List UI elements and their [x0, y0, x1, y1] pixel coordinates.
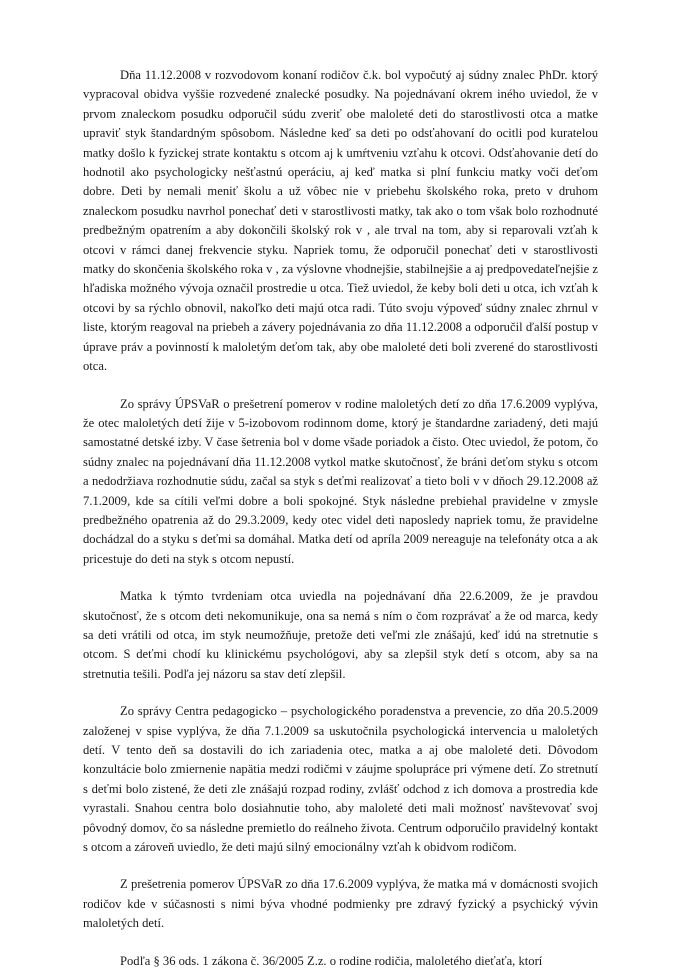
paragraph-legal-provision: Podľa § 36 ods. 1 zákona č. 36/2005 Z.z. o rodine rodičia, maloletého dieťaťa, ktorí: [120, 953, 543, 968]
document-body: [83, 66, 598, 971]
paragraph-upsvar-father-report: Zo správy ÚPSVaR o prešetrení pomerov v rodine maloletých detí zo dňa 17.6.2009 vyplýva, že otec maloletých detí žije v 5-izobovom rodinnom dome, ktorý je štandardne zariadený, deti majú samostatné detské izby. V čase šetrenia bol v dome všade poriadok a čisto. Otec uviedol, že potom, čo súdny znalec na pojednávaní dňa 11.12.2008 vytkol matke skutočnosť, že bráni deťom styku s otcom a nedodržiava rozhodnutie súdu, začal sa styk s deťmi realizovať a tieto boli v v dňoch 29.12.2008 až 7.1.2009, kde sa cítili veľmi dobre a boli spokojné. Styk následne prebiehal pravidelne v zmysle predbežného opatrenia až do 29.3.2009, kedy otec videl deti naposledy napriek tomu, že pravidelne dochádzal do a styku s deťmi sa domáhal. Matka detí od apríla 2009 nereaguje na telefonáty otca a ak pricestuje do deti na styk s otcom nepustí.: [83, 396, 598, 566]
paragraph-counseling-center-report: Zo správy Centra pedagogicko – psychologického poradenstva a prevencie, zo dňa 20.5.2009 založenej v spise vyplýva, že dňa 7.1.2009 sa uskutočnila psychologická intervencia u maloletých detí. V tento deň sa dostavili do ich zariadenia otec, matka a aj obe maloleté deti. Dôvodom konzultácie bolo zmiernenie napätia medzi rodičmi v záujme spolupráce pri výmene detí. Zo stretnutí s deťmi bolo zistené, že deti zle znášajú rozpad rodiny, zvlášť odchod z ich domova a prostredia kde vyrastali. Snahou centra bolo dosiahnutie toho, aby maloleté deti mali možnosť navštevovať svoj pôvodný domov, čo sa následne premietlo do reálneho života. Centrum odporučilo pravidelný kontakt s otcom a zároveň uviedlo, že deti majú silný emocionálny vzťah k obidvom rodičom.: [83, 704, 598, 855]
paragraph-mother-response: Matka k týmto tvrdeniam otca uviedla na pojednávaní dňa 22.6.2009, že je pravdou skutočnosť, že s otcom deti nekomunikuje, ona sa nemá s ním o čom rozprávať a že od marca, kedy sa deti vrátili od otca, im styk neumožňuje, pretože deti veľmi zle znášajú, keď idú na stretnutie s otcom. S deťmi chodí ku klinickému psychológovi, aby sa zlepšil styk detí s otcom, aby sa na stretnutia tešili. Podľa jej názoru sa stav detí zlepšil.: [83, 589, 598, 681]
paragraph-expert-testimony: Dňa 11.12.2008 v rozvodovom konaní rodičov č.k. bol vypočutý aj súdny znalec PhDr. ktorý vypracoval obidva vyššie rozvedené znalecké posudky. Na pojednávaní okrem iného uviedol, že v prvom znaleckom posudku odporučil súdu zveriť obe maloleté deti do starostlivosti otca a matke upraviť styk štandardným spôsobom. Následne keď sa deti po odsťahovaní do ocitli pod kuratelou matky došlo k fyzickej strate kontaktu s otcom aj k umŕtveniu vzťahu k otcovi. Odsťahovanie detí do hodnotil ako psychologicky nešťastnú operáciu, aj keď matka si plní funkciu matky voči deťom dobre. Deti by nemali meniť školu a už vôbec nie v priebehu školského roka, preto v druhom znaleckom posudku navrhol ponechať deti v starostlivosti matky, tak ako o tom však bolo rozhodnuté predbežným opatrením a aby dokončili školský rok v , ale trval na tom, aby si reparovali vzťah k otcovi v rámci danej frekvencie styku. Napriek tomu, že odporučil ponechať deti v starostlivosti matky do skončenia školského roka v , za výslovne vhodnejšie, stabilnejšie a aj predpovedateľnejšie z hľadiska možného vývoja označil prostredie u otca. Tiež uviedol, že keby boli deti u otca, ich vzťah k otcovi by sa rýchlo obnovil, nakoľko deti majú otca radi. Túto svoju výpoveď súdny znalec zhrnul v liste, ktorým reagoval na priebeh a závery pojednávania zo dňa 11.12.2008 a odporučil ďalší postup v úprave práv a povinností k maloletým deťom tak, aby obe maloleté deti boli zverené do starostlivosti otca.: [83, 68, 598, 374]
paragraph-upsvar-mother-report: Z prešetrenia pomerov ÚPSVaR zo dňa 17.6.2009 vyplýva, že matka má v domácnosti svojich rodičov kde v súčasnosti s nimi býva vhodné podmienky pre zdravý fyzický a psychický vývin maloletých detí.: [83, 877, 598, 931]
